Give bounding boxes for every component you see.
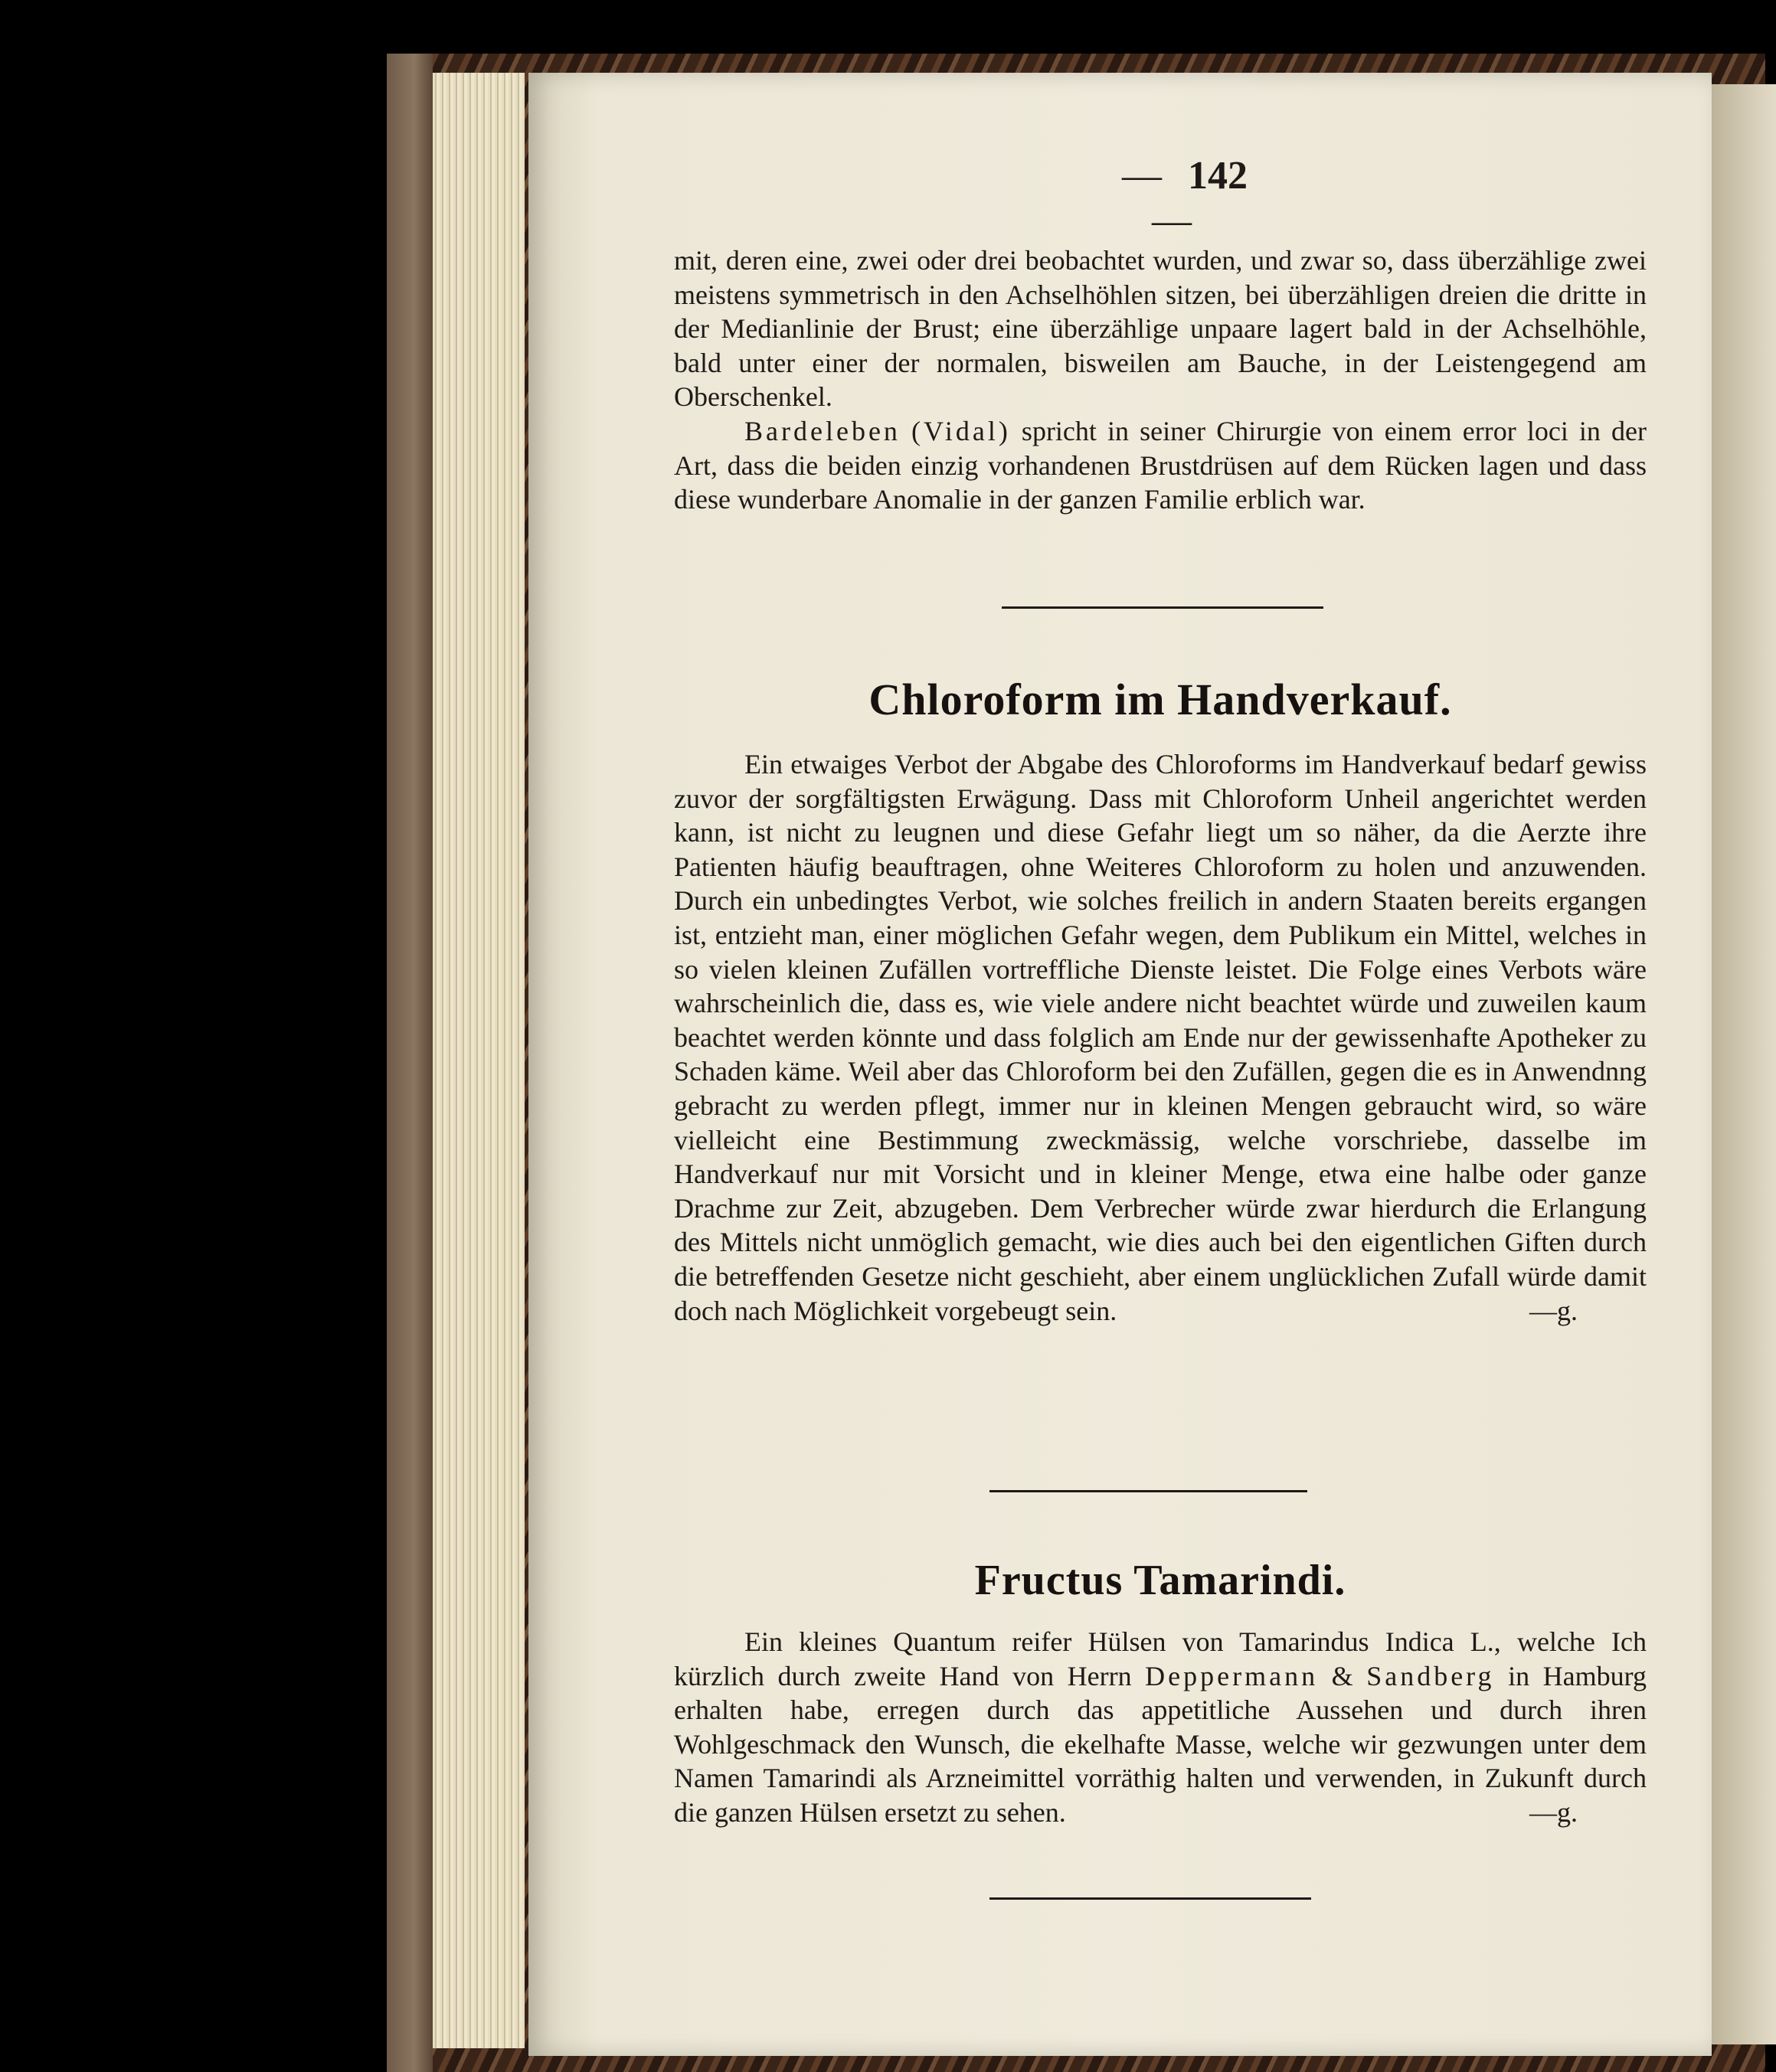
merchant-name-1: Deppermann (1145, 1660, 1319, 1691)
section-anomalies (674, 243, 1647, 517)
section-divider-1 (1002, 606, 1323, 609)
facing-page-edge (1712, 84, 1776, 2044)
section-chloroform (674, 747, 1647, 1328)
signature: —g. (1529, 1295, 1578, 1326)
author-name: Bardeleben (744, 415, 901, 446)
paragraph-tamarindi: Ein kleines Quantum reifer Hülsen von Tamarindus Indica L., welche Ich kürzlich durch zweite Hand von Herrn Deppermann & Sandberg in Hamburg erhalten habe, erregen durch das appetitliche Aussehen und durch ihren Wohlgeschmack den Wunsch, die ekelhafte Masse, welche wir gezwungen unter dem Namen Tamarindi als Arzneimittel vorräthig halten und verwenden, in Zukunft durch die ganzen Hülsen ersetzt zu sehen. —g. (674, 1625, 1647, 1830)
heading-chloroform: Chloroform im Handverkauf. (868, 675, 1452, 724)
paragraph-2: Bardeleben (Vidal) spricht in seiner Chirurgie von einem error loci in der Art, dass die beiden einzig vorhandenen Brustdrüsen auf dem Rücken lagen und dass diese wunderbare Anomalie in der ganzen Familie erblich war. (674, 415, 1647, 515)
section-divider-3 (989, 1897, 1311, 1900)
author-name-2: (Vidal) (911, 415, 1011, 446)
section-tamarindi (674, 1625, 1647, 1830)
book-spine (387, 54, 433, 2072)
signature: —g. (1529, 1796, 1578, 1828)
heading-tamarindi: Fructus Tamarindi. (974, 1557, 1346, 1604)
page-edges (433, 73, 525, 2048)
merchant-name-2: Sandberg (1366, 1660, 1495, 1691)
page-number: — 142— (1122, 154, 1248, 243)
paragraph-chloroform: Ein etwaiges Verbot der Abgabe des Chloroforms im Handverkauf bedarf gewiss zuvor der sorgfältigsten Erwägung. Dass mit Chloroform Unheil angerichtet werden kann, ist nicht zu leugnen und diese Gefahr liegt um so näher, da die Aerzte ihre Patienten häufig beauftragen, ohne Weiteres Chloroform zu holen und anzuwenden. Durch ein unbedingtes Verbot, wie solches freilich in andern Staaten bereits ergangen ist, entzieht man, einer möglichen Gefahr wegen, dem Publikum ein Mittel, welches in so vielen kleinen Zufällen vortreffliche Dienste leistet. Die Folge eines Verbots wäre wahrscheinlich die, dass es, wie viele andere nicht beachtet würde und zuweilen kaum beachtet werden könnte und dass folglich am Ende nur der gewissenhafte Apotheker zu Schaden käme. Weil aber das Chloroform bei den Zufällen, gegen die es in Anwendnng gebracht zu werden pflegt, immer nur in kleinen Mengen gebraucht wird, so wäre vielleicht eine Bestimmung zweckmässig, welche vorschriebe, dasselbe im Handverkauf nur mit Vorsicht und in kleiner Menge, etwa eine halbe oder ganze Drachme zur Zeit, abzugeben. Dem Verbrecher würde zwar hierdurch die Erlangung des Mittels nicht unmöglich gemacht, wie dies auch bei den eigentlichen Giften durch die betreffenden Gesetze nicht geschieht, aber einem unglücklichen Zufall würde damit doch nach Möglichkeit vorgebeugt sein. —g. (674, 747, 1647, 1328)
paragraph-1: mit, deren eine, zwei oder drei beobachtet wurden, und zwar so, dass überzählige zwei meistens symmetrisch in den Achselhöhlen sitzen, bei überzähligen dreien die dritte in der Medianlinie der Brust; eine überzählige unpaare lagert bald in der Achselhöhle, bald unter einer der normalen, bisweilen am Bauche, in der Leistengegend am Oberschenkel. (674, 245, 1647, 413)
section-divider-2 (989, 1490, 1307, 1492)
page-number-value: 142 (1188, 154, 1248, 198)
